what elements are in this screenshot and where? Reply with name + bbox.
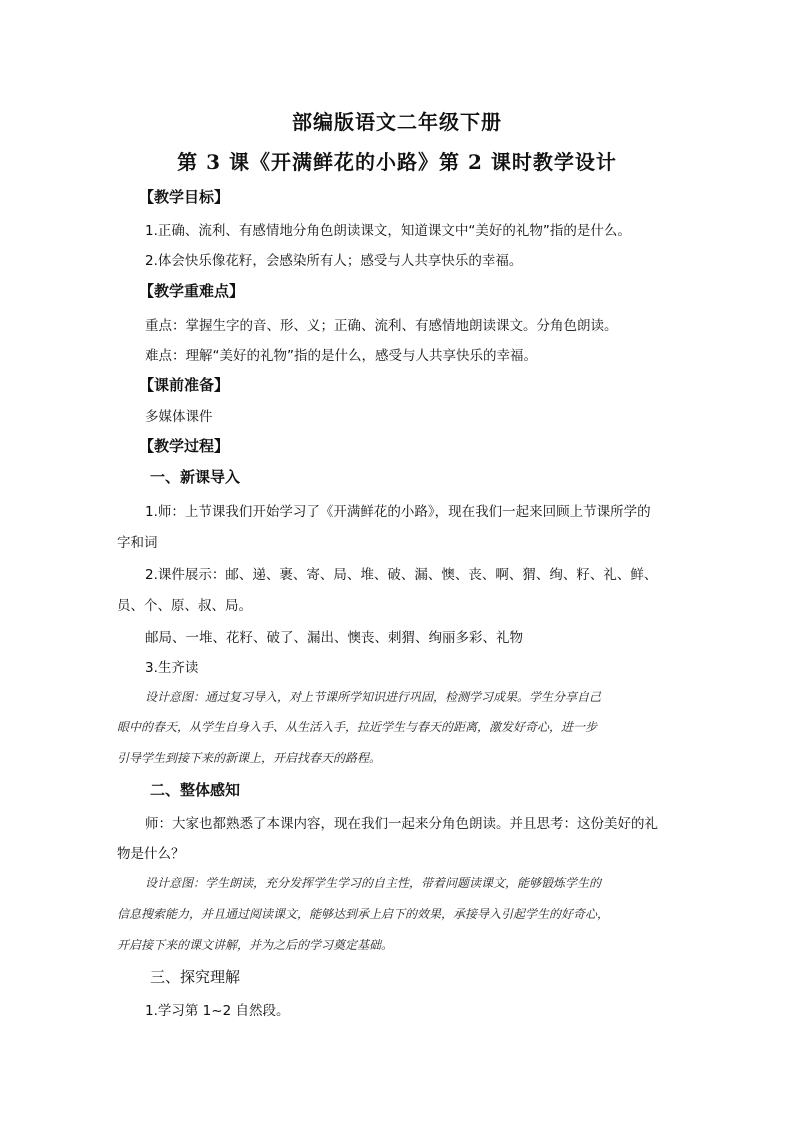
s1-para1-line2: 字和词 <box>117 535 158 551</box>
goals-heading: 【教学目标】 <box>139 188 230 206</box>
keypoints-heading: 【教学重难点】 <box>139 282 245 300</box>
s1-para1-line1: 1.师：上节课我们开始学习了《开满鲜花的小路》，现在我们一起来回顾上节课所学的 <box>145 504 651 520</box>
process-heading: 【教学过程】 <box>139 437 230 455</box>
keypoint-key: 重点：掌握生字的音、形、义；正确、流利、有感情地朗读课文。分角色朗读。 <box>145 318 618 334</box>
s1-para2-line2: 员、个、原、叔、局。 <box>117 598 252 614</box>
s3-para1: 1.学习第 1~2 自然段。 <box>145 1003 290 1019</box>
prep-heading: 【课前准备】 <box>139 376 230 394</box>
s2-para1-line1: 师：大家也都熟悉了本课内容，现在我们一起来分角色朗读。并且思考：这份美好的礼 <box>145 816 658 832</box>
document-title: 部编版语文二年级下册 <box>292 110 502 134</box>
s2-design-note-line1: 设计意图：学生朗读，充分发挥学生学习的自主性，带着问题读课文，能够锻炼学生的 <box>145 876 602 890</box>
s2-para1-line2: 物是什么？ <box>117 846 185 862</box>
s1-design-note-line2: 眼中的春天，从学生自身入手、从生活入手，拉近学生与春天的距离，激发好奇心，进一步 <box>117 720 598 734</box>
s1-words-list: 邮局、一堆、花籽、破了、漏出、懊丧、刺猬、绚丽多彩、礼物 <box>145 630 523 646</box>
keypoint-difficult: 难点：理解“美好的礼物”指的是什么，感受与人共享快乐的幸福。 <box>145 348 537 364</box>
s2-design-note-line2: 信息搜索能力，并且通过阅读课文，能够达到承上启下的效果，承接导入引起学生的好奇心， <box>117 907 610 921</box>
lesson-title: 第 3 课《开满鲜花的小路》第 2 课时教学设计 <box>177 150 617 174</box>
prep-text: 多媒体课件 <box>145 409 213 425</box>
section-2-heading: 二、整体感知 <box>150 781 241 799</box>
s1-design-note-line3: 引导学生到接下来的新课上，开启找春天的路程。 <box>117 751 382 765</box>
goal-item-1: 1.正确、流利、有感情地分角色朗读课文，知道课文中“美好的礼物”指的是什么。 <box>145 223 631 239</box>
section-3-heading: 三、探究理解 <box>150 968 241 986</box>
s1-design-note-line1: 设计意图：通过复习导入，对上节课所学知识进行巩固，检测学习成果。学生分享自己 <box>145 690 602 704</box>
s1-para3: 3.生齐读 <box>145 660 199 676</box>
s2-design-note-line3: 开启接下来的课文讲解，并为之后的学习奠定基础。 <box>117 938 394 952</box>
section-1-heading: 一、新课导入 <box>150 468 241 486</box>
goal-item-2: 2.体会快乐像花籽，会感染所有人；感受与人共享快乐的幸福。 <box>145 253 523 269</box>
s1-para2-line1: 2.课件展示：邮、递、裹、寄、局、堆、破、漏、懊、丧、啊、猬、绚、籽、礼、鲜、 <box>145 567 658 583</box>
